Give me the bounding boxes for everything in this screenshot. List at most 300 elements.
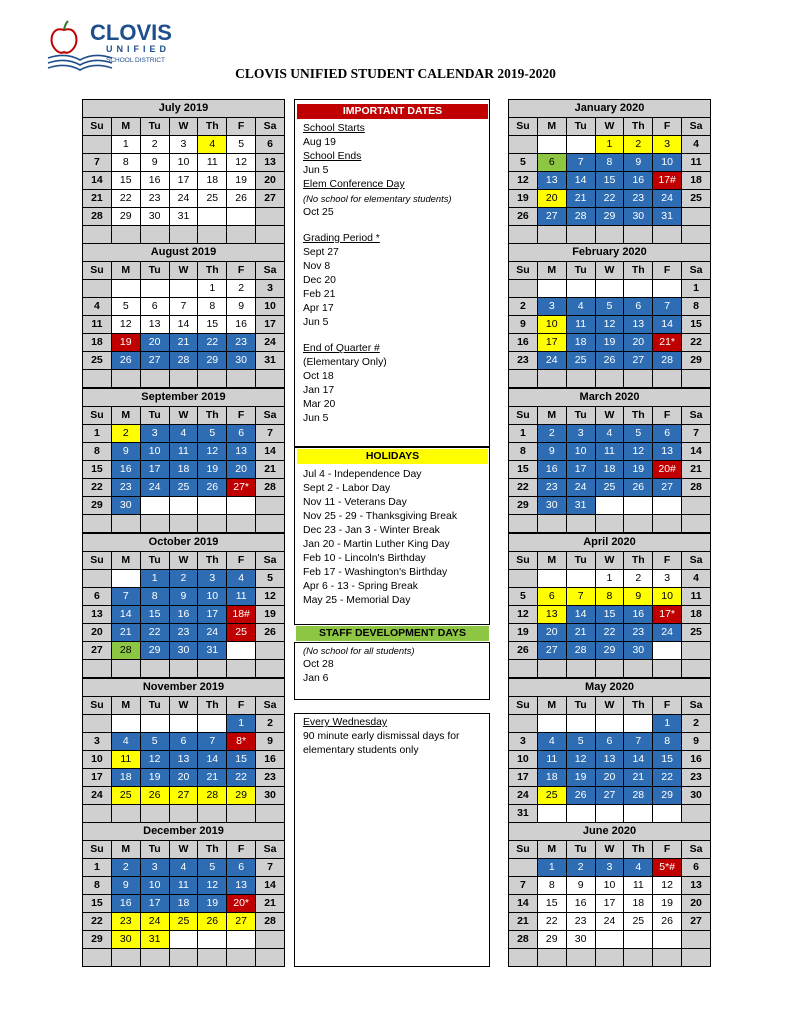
day-cell: 4 xyxy=(198,136,227,154)
week-row xyxy=(83,316,285,334)
day-cell: 29 xyxy=(83,497,112,515)
day-cell xyxy=(566,715,595,733)
day-cell: 26 xyxy=(227,190,256,208)
day-cell: 26 xyxy=(140,787,169,805)
day-cell: 24 xyxy=(509,787,538,805)
week-row xyxy=(83,660,285,678)
day-cell: 12 xyxy=(256,588,285,606)
day-cell: 4 xyxy=(169,859,198,877)
day-header: Su xyxy=(509,118,538,136)
holiday-item: Feb 17 - Washington's Birthday xyxy=(303,567,448,578)
day-cell: 17 xyxy=(140,461,169,479)
day-header: Tu xyxy=(566,841,595,859)
day-cell: 24 xyxy=(83,787,112,805)
day-cell: 24 xyxy=(256,334,285,352)
day-cell: 7 xyxy=(111,588,140,606)
day-cell: 24 xyxy=(653,624,682,642)
day-cell: 17# xyxy=(653,172,682,190)
day-cell xyxy=(169,370,198,388)
day-cell xyxy=(227,208,256,226)
day-cell: 21 xyxy=(169,334,198,352)
day-cell: 29 xyxy=(140,642,169,660)
day-cell: 30 xyxy=(256,787,285,805)
week-row xyxy=(509,877,711,895)
holidays-heading: HOLIDAYS xyxy=(297,449,488,464)
week-row xyxy=(83,208,285,226)
day-cell: 19 xyxy=(140,769,169,787)
elem-conference-note: (No school for elementary students) xyxy=(303,193,452,204)
holiday-item: Sept 2 - Labor Day xyxy=(303,483,391,494)
day-cell: 13 xyxy=(595,751,624,769)
day-cell: 24 xyxy=(595,913,624,931)
day-header: Tu xyxy=(140,118,169,136)
day-cell: 7 xyxy=(509,877,538,895)
grading-date: Dec 20 xyxy=(303,275,336,286)
day-cell: 26 xyxy=(566,787,595,805)
day-cell: 19 xyxy=(227,172,256,190)
day-cell: 5 xyxy=(198,425,227,443)
month-header: December 2019 xyxy=(83,823,285,841)
week-row xyxy=(83,570,285,588)
day-cell: 22 xyxy=(509,479,538,497)
day-cell: 31 xyxy=(509,805,538,823)
day-cell xyxy=(653,931,682,949)
day-cell: 13 xyxy=(227,877,256,895)
day-cell: 9 xyxy=(227,298,256,316)
day-header: Su xyxy=(509,552,538,570)
week-row xyxy=(83,461,285,479)
day-header: Su xyxy=(83,407,112,425)
day-cell: 23 xyxy=(624,190,653,208)
holiday-item: Nov 25 - 29 - Thanksgiving Break xyxy=(303,511,458,522)
day-cell: 4 xyxy=(111,733,140,751)
day-cell: 28 xyxy=(256,913,285,931)
day-cell: 11 xyxy=(169,443,198,461)
day-cell: 22 xyxy=(537,913,566,931)
month-header: May 2020 xyxy=(509,679,711,697)
day-cell: 10 xyxy=(509,751,538,769)
day-cell xyxy=(169,280,198,298)
day-cell: 1 xyxy=(83,425,112,443)
week-row xyxy=(83,136,285,154)
day-cell: 24 xyxy=(537,352,566,370)
day-cell xyxy=(682,805,711,823)
day-cell xyxy=(682,660,711,678)
day-cell: 8* xyxy=(227,733,256,751)
day-cell: 6 xyxy=(227,425,256,443)
day-cell: 4 xyxy=(624,859,653,877)
day-cell xyxy=(624,931,653,949)
day-cell xyxy=(624,660,653,678)
day-header: F xyxy=(653,552,682,570)
day-header: F xyxy=(653,407,682,425)
day-cell xyxy=(227,370,256,388)
day-header: Tu xyxy=(140,841,169,859)
day-cell xyxy=(509,570,538,588)
week-row xyxy=(83,624,285,642)
day-cell: 27 xyxy=(227,913,256,931)
day-header: Sa xyxy=(682,697,711,715)
day-cell: 19 xyxy=(624,461,653,479)
day-cell xyxy=(624,280,653,298)
day-cell xyxy=(537,570,566,588)
week-row xyxy=(83,787,285,805)
day-cell xyxy=(624,805,653,823)
day-cell: 10 xyxy=(83,751,112,769)
day-header: Su xyxy=(83,841,112,859)
day-cell: 28 xyxy=(169,352,198,370)
day-header: Tu xyxy=(140,407,169,425)
day-cell: 27 xyxy=(169,787,198,805)
week-row xyxy=(509,751,711,769)
day-header: W xyxy=(595,118,624,136)
day-cell: 7 xyxy=(256,859,285,877)
day-cell: 18 xyxy=(169,461,198,479)
day-cell xyxy=(537,515,566,533)
day-cell: 17 xyxy=(169,172,198,190)
day-cell: 28 xyxy=(111,642,140,660)
day-cell xyxy=(624,497,653,515)
day-cell: 3 xyxy=(140,425,169,443)
day-header: Th xyxy=(198,118,227,136)
day-header: M xyxy=(111,262,140,280)
day-cell: 29 xyxy=(537,931,566,949)
day-cell: 30 xyxy=(537,497,566,515)
week-row xyxy=(509,479,711,497)
day-cell: 4 xyxy=(227,570,256,588)
day-cell: 10 xyxy=(595,877,624,895)
day-cell: 14 xyxy=(624,751,653,769)
day-cell: 23 xyxy=(256,769,285,787)
day-cell xyxy=(227,931,256,949)
week-row xyxy=(509,642,711,660)
important-dates-list xyxy=(303,122,488,426)
week-row xyxy=(83,226,285,244)
day-cell xyxy=(140,226,169,244)
day-header: W xyxy=(169,697,198,715)
day-cell: 15 xyxy=(227,751,256,769)
calendar-july-2019 xyxy=(82,99,285,244)
day-cell: 3 xyxy=(653,136,682,154)
day-cell xyxy=(595,370,624,388)
day-cell: 22 xyxy=(653,769,682,787)
day-cell: 31 xyxy=(140,931,169,949)
day-cell xyxy=(256,805,285,823)
day-cell xyxy=(509,660,538,678)
day-cell xyxy=(537,805,566,823)
day-cell xyxy=(198,715,227,733)
day-header: Th xyxy=(198,407,227,425)
day-cell xyxy=(140,805,169,823)
day-cell xyxy=(537,280,566,298)
day-cell: 18 xyxy=(537,769,566,787)
day-cell xyxy=(140,280,169,298)
day-cell xyxy=(537,660,566,678)
day-cell xyxy=(227,515,256,533)
day-cell xyxy=(256,497,285,515)
day-cell: 15 xyxy=(595,606,624,624)
week-row xyxy=(83,895,285,913)
week-row xyxy=(83,280,285,298)
day-cell: 10 xyxy=(566,443,595,461)
day-cell xyxy=(83,805,112,823)
day-cell: 17 xyxy=(198,606,227,624)
holiday-item: Jan 20 - Martin Luther King Day xyxy=(303,539,450,550)
day-cell: 24 xyxy=(653,190,682,208)
day-cell xyxy=(624,370,653,388)
day-cell: 30 xyxy=(682,787,711,805)
day-cell: 25 xyxy=(566,352,595,370)
day-cell xyxy=(83,136,112,154)
day-cell: 23 xyxy=(682,769,711,787)
day-cell: 29 xyxy=(198,352,227,370)
week-row xyxy=(83,805,285,823)
day-cell xyxy=(653,642,682,660)
week-row xyxy=(509,624,711,642)
day-cell xyxy=(566,570,595,588)
day-header: F xyxy=(227,118,256,136)
day-cell: 14 xyxy=(509,895,538,913)
day-cell: 7 xyxy=(256,425,285,443)
day-header: Tu xyxy=(566,697,595,715)
day-cell: 20 xyxy=(595,769,624,787)
day-header: Tu xyxy=(566,262,595,280)
week-row xyxy=(83,715,285,733)
day-cell: 19 xyxy=(256,606,285,624)
wednesday-line: elementary students only xyxy=(303,745,419,756)
day-cell xyxy=(653,949,682,967)
holiday-item: Apr 6 - 13 - Spring Break xyxy=(303,581,418,592)
month-header: April 2020 xyxy=(509,534,711,552)
day-cell: 13 xyxy=(537,172,566,190)
day-cell: 31 xyxy=(169,208,198,226)
day-header: Th xyxy=(624,407,653,425)
day-cell: 4 xyxy=(83,298,112,316)
day-cell xyxy=(682,370,711,388)
day-cell: 29 xyxy=(682,352,711,370)
grading-date: Feb 21 xyxy=(303,289,336,300)
day-cell: 13 xyxy=(653,443,682,461)
day-header: Th xyxy=(624,118,653,136)
day-header: M xyxy=(537,552,566,570)
day-cell: 1 xyxy=(111,136,140,154)
week-row xyxy=(83,769,285,787)
day-cell: 19 xyxy=(653,895,682,913)
day-cell: 16 xyxy=(566,895,595,913)
day-cell: 6 xyxy=(653,425,682,443)
day-cell xyxy=(83,370,112,388)
day-cell xyxy=(566,949,595,967)
day-cell: 30 xyxy=(227,352,256,370)
day-cell: 1 xyxy=(653,715,682,733)
week-row xyxy=(509,949,711,967)
week-row xyxy=(509,190,711,208)
day-cell: 15 xyxy=(83,461,112,479)
day-cell xyxy=(256,515,285,533)
day-cell xyxy=(83,226,112,244)
day-cell: 15 xyxy=(537,895,566,913)
week-row xyxy=(509,931,711,949)
day-cell xyxy=(169,497,198,515)
day-cell: 1 xyxy=(198,280,227,298)
day-cell: 21 xyxy=(256,895,285,913)
week-row xyxy=(509,316,711,334)
day-cell: 8 xyxy=(509,443,538,461)
day-cell: 9 xyxy=(140,154,169,172)
day-cell: 4 xyxy=(595,425,624,443)
day-cell: 6 xyxy=(227,859,256,877)
day-cell xyxy=(509,515,538,533)
day-cell: 14 xyxy=(111,606,140,624)
day-header: M xyxy=(111,118,140,136)
day-cell xyxy=(682,949,711,967)
day-cell: 30 xyxy=(111,497,140,515)
day-cell xyxy=(256,642,285,660)
day-cell: 25 xyxy=(595,479,624,497)
grading-date: Apr 17 xyxy=(303,303,334,314)
day-cell xyxy=(653,497,682,515)
day-cell: 14 xyxy=(256,443,285,461)
day-cell: 15 xyxy=(140,606,169,624)
day-cell: 20 xyxy=(624,334,653,352)
day-cell: 20 xyxy=(537,190,566,208)
day-cell: 14 xyxy=(653,316,682,334)
day-cell: 22 xyxy=(595,624,624,642)
day-cell: 17 xyxy=(566,461,595,479)
day-cell: 31 xyxy=(256,352,285,370)
week-row xyxy=(83,877,285,895)
quarter-date: Jan 17 xyxy=(303,385,335,396)
day-cell: 1 xyxy=(140,570,169,588)
day-cell: 20 xyxy=(83,624,112,642)
day-header: M xyxy=(537,407,566,425)
day-header: Su xyxy=(509,841,538,859)
day-cell: 2 xyxy=(566,859,595,877)
day-cell xyxy=(624,715,653,733)
day-header: Sa xyxy=(682,118,711,136)
day-cell: 10 xyxy=(653,588,682,606)
day-cell: 27 xyxy=(140,352,169,370)
day-cell: 5 xyxy=(227,136,256,154)
day-cell: 17* xyxy=(653,606,682,624)
month-header: October 2019 xyxy=(83,534,285,552)
staff-date: Jan 6 xyxy=(303,673,329,684)
day-header: Th xyxy=(624,697,653,715)
day-cell xyxy=(198,208,227,226)
day-cell: 8 xyxy=(595,154,624,172)
day-cell: 15 xyxy=(509,461,538,479)
day-cell: 9 xyxy=(111,877,140,895)
staff-development-list xyxy=(303,644,488,686)
week-row xyxy=(509,334,711,352)
day-cell: 3 xyxy=(595,859,624,877)
day-header: Th xyxy=(624,262,653,280)
day-cell xyxy=(140,515,169,533)
day-cell: 7 xyxy=(83,154,112,172)
day-cell: 26 xyxy=(653,913,682,931)
quarter-date: Mar 20 xyxy=(303,399,336,410)
day-cell: 20 xyxy=(140,334,169,352)
day-cell: 17 xyxy=(595,895,624,913)
day-cell xyxy=(537,226,566,244)
day-cell: 2 xyxy=(111,425,140,443)
day-cell: 12 xyxy=(566,751,595,769)
week-row xyxy=(83,931,285,949)
day-cell: 22 xyxy=(198,334,227,352)
day-cell: 3 xyxy=(83,733,112,751)
week-row xyxy=(509,443,711,461)
day-cell: 19 xyxy=(509,624,538,642)
day-cell: 25 xyxy=(227,624,256,642)
day-cell xyxy=(624,226,653,244)
day-cell: 6 xyxy=(256,136,285,154)
day-cell xyxy=(566,370,595,388)
week-row xyxy=(83,588,285,606)
day-cell xyxy=(595,660,624,678)
day-cell: 14 xyxy=(566,606,595,624)
day-cell: 30 xyxy=(624,208,653,226)
day-cell: 5 xyxy=(509,154,538,172)
week-row xyxy=(509,606,711,624)
day-cell xyxy=(595,715,624,733)
day-cell xyxy=(111,280,140,298)
day-cell: 23 xyxy=(227,334,256,352)
day-header: M xyxy=(537,841,566,859)
day-header: Th xyxy=(198,841,227,859)
day-cell xyxy=(198,949,227,967)
day-cell: 19 xyxy=(509,190,538,208)
holiday-item: May 25 - Memorial Day xyxy=(303,595,411,606)
day-cell: 25 xyxy=(624,913,653,931)
day-header: W xyxy=(595,552,624,570)
day-cell: 11 xyxy=(227,588,256,606)
day-cell: 12 xyxy=(198,443,227,461)
day-cell: 27 xyxy=(83,642,112,660)
grading-date: Nov 8 xyxy=(303,261,331,272)
day-cell: 7 xyxy=(653,298,682,316)
week-row xyxy=(509,370,711,388)
week-row xyxy=(83,334,285,352)
day-cell: 18 xyxy=(198,172,227,190)
day-cell: 25 xyxy=(83,352,112,370)
day-cell: 5 xyxy=(566,733,595,751)
day-cell: 18 xyxy=(682,606,711,624)
day-cell: 5 xyxy=(509,588,538,606)
day-cell: 3 xyxy=(169,136,198,154)
day-header: Sa xyxy=(682,262,711,280)
day-cell xyxy=(111,226,140,244)
week-row xyxy=(509,172,711,190)
day-header: W xyxy=(169,118,198,136)
week-row xyxy=(509,787,711,805)
week-row xyxy=(509,136,711,154)
day-cell: 13 xyxy=(227,443,256,461)
day-cell: 27* xyxy=(227,479,256,497)
day-cell: 26 xyxy=(595,352,624,370)
week-row xyxy=(509,859,711,877)
day-cell: 28 xyxy=(624,787,653,805)
day-cell: 7 xyxy=(566,154,595,172)
day-cell: 2 xyxy=(169,570,198,588)
page-title: CLOVIS UNIFIED STUDENT CALENDAR 2019-2020 xyxy=(235,66,556,81)
day-cell xyxy=(256,370,285,388)
day-cell: 19 xyxy=(595,334,624,352)
day-cell: 19 xyxy=(111,334,140,352)
day-cell: 11 xyxy=(595,443,624,461)
day-cell: 3 xyxy=(566,425,595,443)
grading-date: Jun 5 xyxy=(303,317,329,328)
day-cell: 9 xyxy=(169,588,198,606)
